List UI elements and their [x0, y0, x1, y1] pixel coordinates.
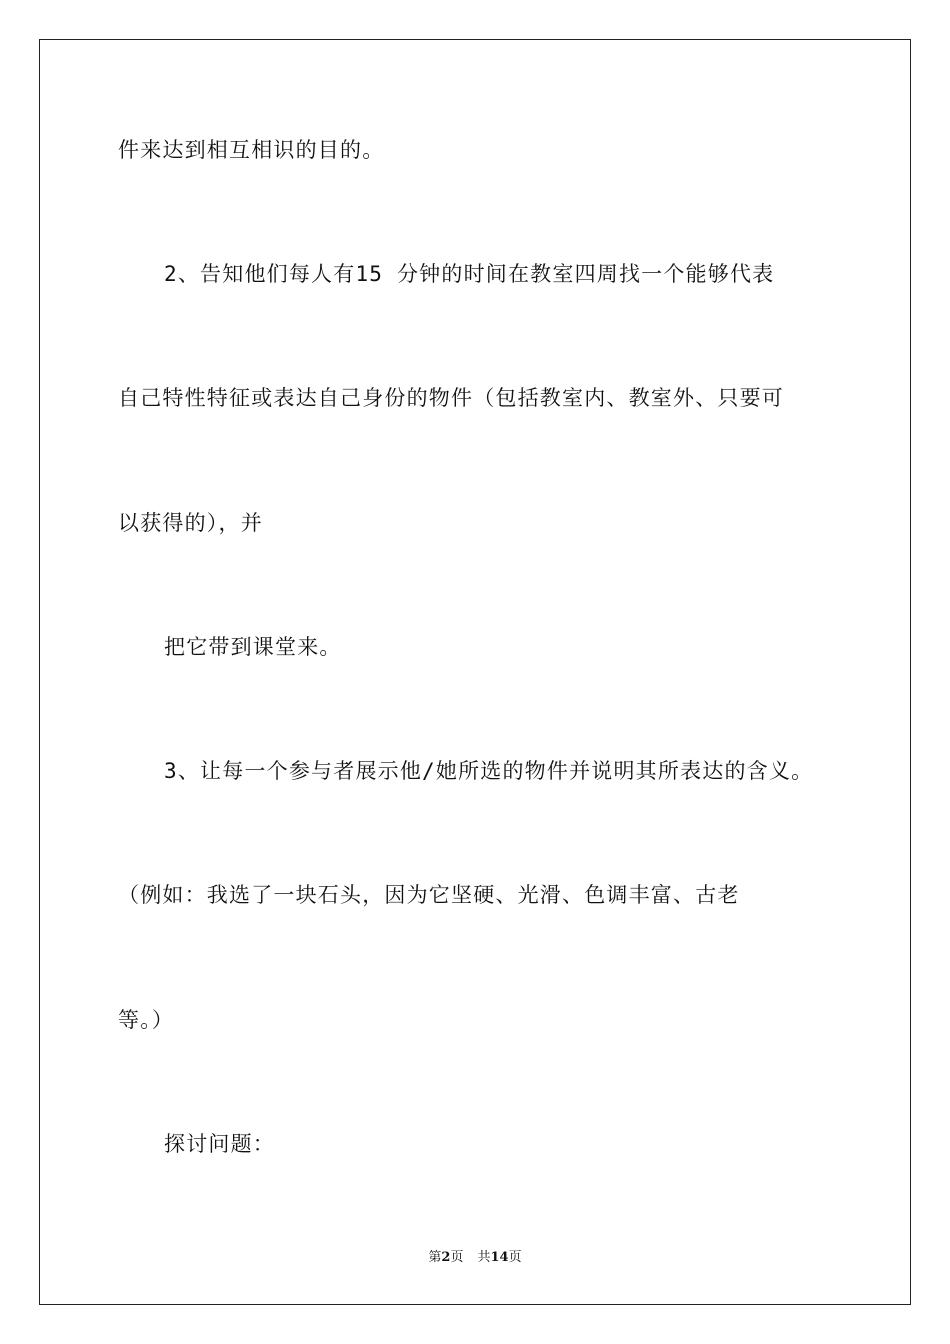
paragraph-line: 把它带到课堂来。 [164, 635, 342, 659]
footer-page-total: 14 [490, 1250, 509, 1265]
paragraph-line: 自己特性特征或表达自己身份的物件（包括教室内、教室外、只要可 [118, 386, 784, 410]
page-footer [0, 1246, 950, 1265]
footer-page-prefix: 第 [428, 1250, 442, 1265]
footer-total-suffix: 页 [508, 1250, 522, 1265]
paragraph-line: 3、让每一个参与者展示他/她所选的物件并说明其所表达的含义。 [164, 759, 814, 783]
footer-page-suffix: 页 [450, 1250, 464, 1265]
paragraph-line: 2、告知他们每人有15 分钟的时间在教室四周找一个能够代表 [164, 262, 775, 286]
paragraph-line: （例如：我选了一块石头，因为它坚硬、光滑、色调丰富、古老 [118, 883, 740, 907]
page-border [39, 39, 911, 1305]
paragraph-line: 件来达到相互相识的目的。 [118, 138, 385, 162]
paragraph-line: 以获得的），并 [118, 511, 263, 535]
paragraph-line: 等。） [118, 1008, 175, 1032]
footer-total-prefix: 共 [477, 1250, 491, 1265]
paragraph-line: 探讨问题： [164, 1132, 275, 1156]
footer-page-current: 2 [441, 1250, 451, 1265]
